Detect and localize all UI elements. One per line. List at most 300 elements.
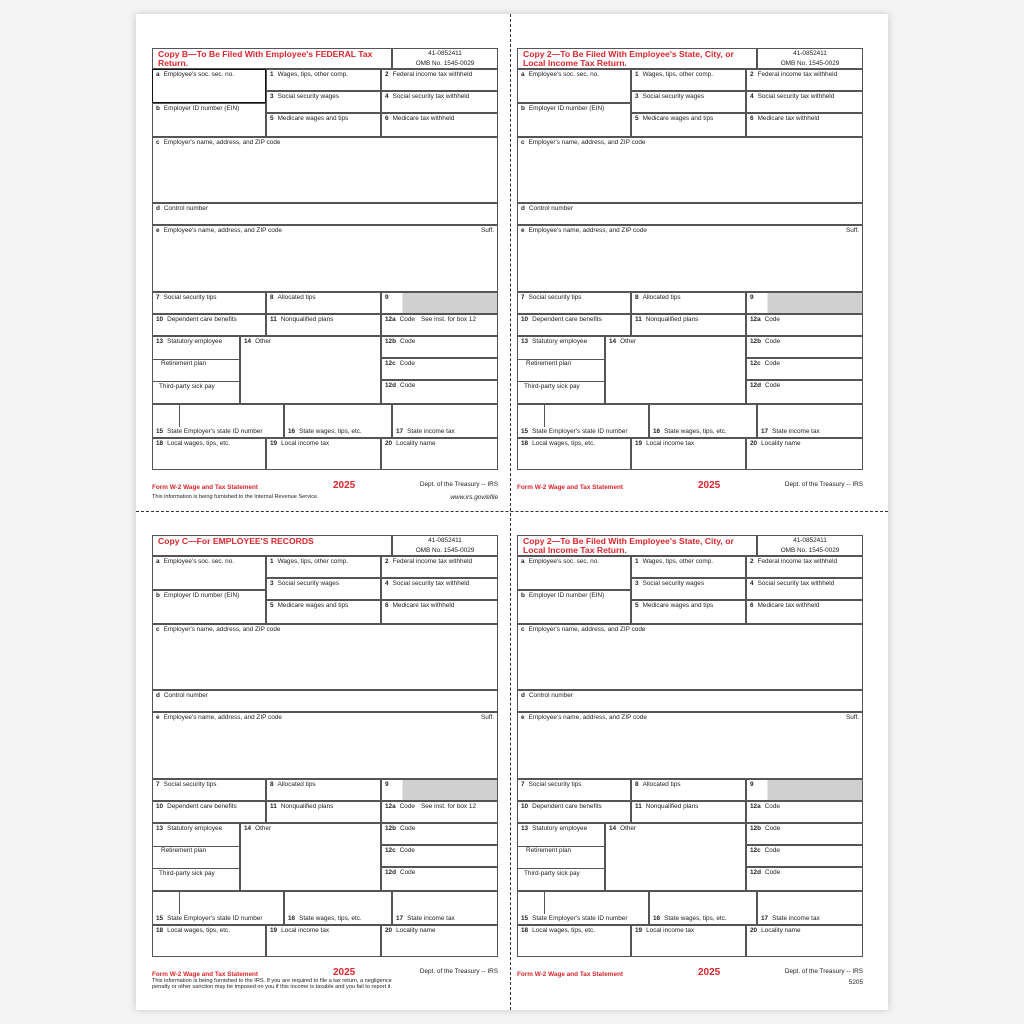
- box-number: 10: [156, 803, 164, 810]
- box-number: 18: [156, 927, 164, 934]
- box-18[interactable]: [152, 925, 266, 957]
- omb-box: [757, 535, 863, 556]
- box-17[interactable]: [392, 404, 498, 438]
- box-b[interactable]: [517, 590, 631, 624]
- copy-title: Copy 2—To Be Filed With Employee's State, City, or Local Income Tax Return.: [523, 49, 734, 68]
- box-number: d: [521, 205, 525, 212]
- box-7[interactable]: [517, 779, 631, 801]
- box-a[interactable]: [152, 69, 266, 103]
- box-label: Federal income tax withheld: [392, 558, 473, 565]
- omb-number: OMB No. 1545-0029: [780, 60, 840, 67]
- box-label: Local income tax: [646, 440, 695, 447]
- box-number: 12a: [750, 316, 761, 323]
- box-5[interactable]: [266, 600, 381, 624]
- third-party-sick-pay-checkbox[interactable]: Third-party sick pay: [524, 870, 580, 877]
- box-13[interactable]: [152, 336, 240, 404]
- box-11[interactable]: [631, 314, 746, 336]
- box-number: 9: [750, 294, 754, 301]
- box-e[interactable]: [152, 225, 498, 292]
- box-number: 1: [635, 71, 639, 78]
- box-11[interactable]: [266, 801, 381, 823]
- box-d[interactable]: [152, 690, 498, 712]
- box-e[interactable]: [152, 712, 498, 779]
- box-label: Social security wages: [277, 580, 340, 587]
- copy-title: Copy B—To Be Filed With Employee's FEDERAL Tax Return.: [158, 49, 373, 68]
- box-8[interactable]: [631, 292, 746, 314]
- state-divider: [179, 405, 180, 427]
- box-label-wrap: [521, 428, 627, 436]
- box-number: d: [156, 692, 160, 699]
- box-number: 16: [288, 428, 296, 435]
- box-label: Local wages, tips, etc.: [167, 927, 230, 934]
- box-number: 15: [521, 428, 529, 435]
- treasury-label: Dept. of the Treasury -- IRS: [419, 481, 498, 488]
- box-label: Code: [399, 316, 415, 323]
- box-label: Statutory employee: [167, 825, 223, 832]
- box-number: 10: [521, 316, 529, 323]
- box-18[interactable]: [517, 925, 631, 957]
- box-1[interactable]: [266, 69, 381, 91]
- box-label: State income tax: [407, 915, 455, 922]
- box-number: 6: [385, 602, 389, 609]
- box-number: 14: [244, 338, 252, 345]
- box-number: 12d: [750, 382, 762, 389]
- box13-divider: [518, 868, 604, 869]
- box-1[interactable]: [266, 556, 381, 578]
- box-number: 8: [635, 294, 639, 301]
- ein-number: 41-0852411: [793, 537, 827, 544]
- box-number: 3: [635, 93, 639, 100]
- box-number: 14: [244, 825, 252, 832]
- w2-sheet: [136, 14, 888, 1010]
- box-label: State income tax: [772, 428, 820, 435]
- form-name: Form W-2 Wage and Tax Statement: [517, 484, 624, 491]
- box-12b[interactable]: [381, 823, 498, 845]
- box-2[interactable]: [746, 556, 863, 578]
- copy-header: [152, 48, 392, 69]
- box-label: Employee's name, address, and ZIP code: [163, 227, 282, 234]
- box-number: 9: [750, 781, 754, 788]
- box-17[interactable]: [757, 891, 863, 925]
- box-20[interactable]: [746, 925, 863, 957]
- box-12a[interactable]: [746, 314, 863, 336]
- box-label: State wages, tips, etc.: [664, 915, 727, 922]
- box-number: 16: [653, 428, 661, 435]
- tax-year: 2025: [698, 967, 721, 978]
- box-label: Nonqualified plans: [645, 803, 699, 810]
- box-number: 6: [750, 115, 754, 122]
- box-b[interactable]: [152, 590, 266, 624]
- box-3[interactable]: [631, 91, 746, 113]
- box-label: Employer's name, address, and ZIP code: [528, 626, 646, 633]
- box-b[interactable]: [517, 103, 631, 137]
- box-number: 1: [270, 71, 274, 78]
- box-10[interactable]: [152, 801, 266, 823]
- box-14[interactable]: [605, 823, 746, 891]
- treasury-label: Dept. of the Treasury -- IRS: [784, 481, 863, 488]
- box-label: Social security tips: [528, 781, 582, 788]
- box-19[interactable]: [631, 438, 746, 470]
- copy-header: [152, 535, 392, 556]
- tax-year: 2025: [698, 480, 721, 491]
- box-number: 13: [521, 825, 529, 832]
- box-number: 19: [270, 927, 278, 934]
- box-c[interactable]: [517, 137, 863, 203]
- state-divider: [544, 405, 545, 427]
- box-4[interactable]: [381, 91, 498, 113]
- box-1[interactable]: [631, 556, 746, 578]
- box-10[interactable]: [152, 314, 266, 336]
- retirement-plan-checkbox[interactable]: Retirement plan: [161, 360, 207, 367]
- box-number: 15: [156, 428, 164, 435]
- box-number: 16: [653, 915, 661, 922]
- box-label: Social security tips: [163, 294, 217, 301]
- box-label: Dependent care benefits: [167, 316, 237, 323]
- box-15[interactable]: [517, 891, 649, 925]
- box-label: State Employer's state ID number: [532, 428, 628, 435]
- box-12d[interactable]: [746, 867, 863, 891]
- box-20[interactable]: [381, 925, 498, 957]
- box-6[interactable]: [381, 113, 498, 137]
- box-label: Employer's name, address, and ZIP code: [163, 626, 281, 633]
- box-number: 8: [270, 294, 274, 301]
- box-number: 2: [385, 71, 389, 78]
- box-number: 3: [270, 580, 274, 587]
- omb-number: OMB No. 1545-0029: [415, 547, 475, 554]
- suffix-label: Suff.: [845, 714, 859, 721]
- retirement-plan-checkbox[interactable]: Retirement plan: [526, 847, 572, 854]
- box-number: 8: [270, 781, 274, 788]
- box-label: Social security wages: [277, 93, 340, 100]
- box-12a[interactable]: [381, 314, 498, 336]
- box-label: Code: [400, 338, 416, 345]
- irs-notice: This information is being furnished to the IRS. If you are required to file a tax return, a negligence penalty or other sanction may be imposed on you if this income is taxable and you fail to report it.: [152, 978, 393, 990]
- box-2[interactable]: [381, 69, 498, 91]
- box-16[interactable]: [284, 404, 392, 438]
- box-label: Nonqualified plans: [280, 803, 334, 810]
- box-7[interactable]: [152, 779, 266, 801]
- box-10[interactable]: [517, 801, 631, 823]
- box-label: Medicare tax withheld: [392, 602, 455, 609]
- box-label: Social security tax withheld: [392, 93, 470, 100]
- box-11[interactable]: [266, 314, 381, 336]
- box-number: 7: [521, 781, 525, 788]
- box-label: Social security wages: [642, 93, 705, 100]
- box-number: 5: [270, 602, 274, 609]
- box-number: 18: [156, 440, 164, 447]
- box-number: 5: [635, 115, 639, 122]
- box-label: Code: [399, 360, 415, 367]
- box-16[interactable]: [284, 891, 392, 925]
- box-label: Code: [764, 847, 780, 854]
- box-number: 10: [156, 316, 164, 323]
- box-label: Statutory employee: [167, 338, 223, 345]
- box-14[interactable]: [240, 336, 381, 404]
- box-number: 12a: [385, 803, 396, 810]
- box-7[interactable]: [517, 292, 631, 314]
- box-7[interactable]: [152, 292, 266, 314]
- box-9[interactable]: [746, 292, 863, 314]
- box-14[interactable]: [605, 336, 746, 404]
- box-12d[interactable]: [746, 380, 863, 404]
- box-label: Code: [765, 869, 781, 876]
- box-4[interactable]: [746, 91, 863, 113]
- box-18[interactable]: [517, 438, 631, 470]
- box-number: c: [521, 626, 525, 633]
- box-number: 20: [385, 927, 393, 934]
- box-number: 4: [750, 93, 754, 100]
- third-party-sick-pay-checkbox[interactable]: Third-party sick pay: [524, 383, 580, 390]
- box-label-wrap: [761, 428, 820, 436]
- box-label: Local wages, tips, etc.: [532, 440, 595, 447]
- box-label: Employer ID number (EIN): [528, 105, 605, 112]
- box-label: Other: [255, 825, 272, 832]
- box-17[interactable]: [392, 891, 498, 925]
- box-label: State income tax: [772, 915, 820, 922]
- box-label: Social security tips: [528, 294, 582, 301]
- box-1[interactable]: [631, 69, 746, 91]
- box-12a[interactable]: [746, 801, 863, 823]
- box-9[interactable]: [381, 779, 498, 801]
- box-d[interactable]: [517, 690, 863, 712]
- box-18[interactable]: [152, 438, 266, 470]
- box-number: 16: [288, 915, 296, 922]
- box-label: Other: [620, 338, 637, 345]
- box-label-wrap: [761, 915, 820, 923]
- box-2[interactable]: [746, 69, 863, 91]
- box-label-wrap: [653, 428, 727, 436]
- box-label: Local income tax: [281, 440, 330, 447]
- box-number: 12a: [750, 803, 761, 810]
- box-number: a: [521, 558, 525, 565]
- box-number: 18: [521, 440, 529, 447]
- box-label: Social security tips: [163, 781, 217, 788]
- box-label: Locality name: [761, 440, 801, 447]
- box-d[interactable]: [517, 203, 863, 225]
- box-9[interactable]: [381, 292, 498, 314]
- box-number: 7: [156, 294, 160, 301]
- box-12c[interactable]: [746, 845, 863, 867]
- box-label: Control number: [163, 205, 208, 212]
- box-label: Medicare tax withheld: [757, 115, 820, 122]
- box-number: d: [156, 205, 160, 212]
- box-label-wrap: [521, 915, 627, 923]
- retirement-plan-checkbox[interactable]: Retirement plan: [526, 360, 572, 367]
- box-number: 17: [396, 915, 404, 922]
- box-number: 18: [521, 927, 529, 934]
- box-label: Local income tax: [646, 927, 695, 934]
- box-number: 19: [270, 440, 278, 447]
- box-label: Locality name: [396, 927, 436, 934]
- box-12c[interactable]: [381, 845, 498, 867]
- box-16[interactable]: [649, 891, 757, 925]
- box-a[interactable]: [152, 556, 266, 590]
- box-number: b: [156, 105, 160, 112]
- box-e[interactable]: [517, 712, 863, 779]
- box-label: Dependent care benefits: [532, 803, 602, 810]
- suffix-label: Suff.: [845, 227, 859, 234]
- box-number: 6: [385, 115, 389, 122]
- box-number: 3: [635, 580, 639, 587]
- copy-title: Copy C—For EMPLOYEE'S RECORDS: [158, 536, 314, 546]
- box-14[interactable]: [240, 823, 381, 891]
- box-c[interactable]: [152, 624, 498, 690]
- form-code: 5205: [848, 979, 863, 986]
- box-12c[interactable]: [381, 358, 498, 380]
- box-9[interactable]: [746, 779, 863, 801]
- box-c[interactable]: [517, 624, 863, 690]
- box-8[interactable]: [266, 779, 381, 801]
- box-label: Control number: [163, 692, 208, 699]
- box-e[interactable]: [517, 225, 863, 292]
- box-16[interactable]: [649, 404, 757, 438]
- box-label: Employee's soc. sec. no.: [528, 558, 600, 565]
- box-6[interactable]: [746, 113, 863, 137]
- box-label: Dependent care benefits: [167, 803, 237, 810]
- box-12b[interactable]: [746, 823, 863, 845]
- omb-number: OMB No. 1545-0029: [415, 60, 475, 67]
- box-label: Statutory employee: [532, 338, 588, 345]
- box-number: 12b: [385, 825, 397, 832]
- box-c[interactable]: [152, 137, 498, 203]
- box-number: 7: [156, 781, 160, 788]
- box-20[interactable]: [746, 438, 863, 470]
- box-label: Medicare wages and tips: [277, 602, 349, 609]
- omb-box: [392, 48, 498, 69]
- box-number: e: [521, 714, 525, 721]
- box-label-wrap: [288, 915, 362, 923]
- box-number: 1: [635, 558, 639, 565]
- box-17[interactable]: [757, 404, 863, 438]
- box-label: Code: [765, 825, 781, 832]
- box-number: c: [521, 139, 525, 146]
- third-party-sick-pay-checkbox[interactable]: Third-party sick pay: [159, 870, 215, 877]
- box-number: 9: [385, 781, 389, 788]
- treasury-label: Dept. of the Treasury -- IRS: [784, 968, 863, 975]
- box-6[interactable]: [746, 600, 863, 624]
- box-number: 2: [385, 558, 389, 565]
- box-12b[interactable]: [381, 336, 498, 358]
- box-a[interactable]: [517, 556, 631, 590]
- box-label: Local wages, tips, etc.: [167, 440, 230, 447]
- box-12c[interactable]: [746, 358, 863, 380]
- box-number: b: [521, 105, 525, 112]
- box-19[interactable]: [266, 438, 381, 470]
- box-5[interactable]: [631, 600, 746, 624]
- box-label: State Employer's state ID number: [532, 915, 628, 922]
- box-label: Wages, tips, other comp.: [642, 71, 714, 78]
- box-label: Nonqualified plans: [645, 316, 699, 323]
- box-15[interactable]: [152, 404, 284, 438]
- irs-efile-link[interactable]: www.irs.gov/efile: [450, 494, 498, 501]
- retirement-plan-checkbox[interactable]: Retirement plan: [161, 847, 207, 854]
- box-number: 11: [270, 316, 277, 323]
- box-11[interactable]: [631, 801, 746, 823]
- box-label: Dependent care benefits: [532, 316, 602, 323]
- box-number: 6: [750, 602, 754, 609]
- box-3[interactable]: [266, 578, 381, 600]
- box-label: Social security wages: [642, 580, 705, 587]
- box-19[interactable]: [631, 925, 746, 957]
- box-number: a: [521, 71, 525, 78]
- third-party-sick-pay-checkbox[interactable]: Third-party sick pay: [159, 383, 215, 390]
- box-label: State wages, tips, etc.: [299, 915, 362, 922]
- box-20[interactable]: [381, 438, 498, 470]
- box-5[interactable]: [266, 113, 381, 137]
- box-label: Social security tax withheld: [757, 580, 835, 587]
- box-6[interactable]: [381, 600, 498, 624]
- box-12b[interactable]: [746, 336, 863, 358]
- box-15[interactable]: [517, 404, 649, 438]
- box13-divider: [153, 868, 239, 869]
- box-19[interactable]: [266, 925, 381, 957]
- box-label: Wages, tips, other comp.: [277, 558, 349, 565]
- box-8[interactable]: [631, 779, 746, 801]
- box-label: Code: [400, 869, 416, 876]
- box-3[interactable]: [266, 91, 381, 113]
- box-number: 12c: [385, 360, 396, 367]
- box-label: Medicare wages and tips: [642, 602, 714, 609]
- box-b[interactable]: [152, 103, 266, 137]
- box-number: 2: [750, 558, 754, 565]
- box-a[interactable]: [517, 69, 631, 103]
- box-number: 20: [750, 440, 758, 447]
- box-label-wrap: [653, 915, 727, 923]
- ein-number: 41-0852411: [428, 50, 462, 57]
- box-number: 14: [609, 338, 617, 345]
- box-13[interactable]: [517, 336, 605, 404]
- box-4[interactable]: [746, 578, 863, 600]
- box-8[interactable]: [266, 292, 381, 314]
- box-number: 15: [156, 915, 164, 922]
- box-number: a: [156, 71, 160, 78]
- box-label-wrap: [396, 428, 455, 436]
- box-13[interactable]: [152, 823, 240, 891]
- box-13[interactable]: [517, 823, 605, 891]
- box-4[interactable]: [381, 578, 498, 600]
- box-label: Allocated tips: [277, 294, 316, 301]
- box-label-wrap: [156, 428, 262, 436]
- suffix-label: Suff.: [480, 714, 494, 721]
- omb-number: OMB No. 1545-0029: [780, 547, 840, 554]
- box-number: 5: [635, 602, 639, 609]
- box-number: 1: [270, 558, 274, 565]
- box-d[interactable]: [152, 203, 498, 225]
- box-label: Statutory employee: [532, 825, 588, 832]
- box-number: 13: [521, 338, 529, 345]
- box-number: 8: [635, 781, 639, 788]
- box-12a[interactable]: [381, 801, 498, 823]
- box-number: 12c: [750, 360, 761, 367]
- box-10[interactable]: [517, 314, 631, 336]
- box-number: 13: [156, 338, 164, 345]
- box-15[interactable]: [152, 891, 284, 925]
- box-label: State Employer's state ID number: [167, 428, 263, 435]
- box-3[interactable]: [631, 578, 746, 600]
- box-label: Nonqualified plans: [280, 316, 334, 323]
- box-2[interactable]: [381, 556, 498, 578]
- copy-header: [517, 48, 757, 69]
- box-number: e: [156, 714, 160, 721]
- box-12d[interactable]: [381, 380, 498, 404]
- box-number: 2: [750, 71, 754, 78]
- box-label: Employer ID number (EIN): [163, 592, 240, 599]
- box-number: 12c: [750, 847, 761, 854]
- box-label: Federal income tax withheld: [392, 71, 473, 78]
- box-12d[interactable]: [381, 867, 498, 891]
- box-5[interactable]: [631, 113, 746, 137]
- box-number: 19: [635, 927, 643, 934]
